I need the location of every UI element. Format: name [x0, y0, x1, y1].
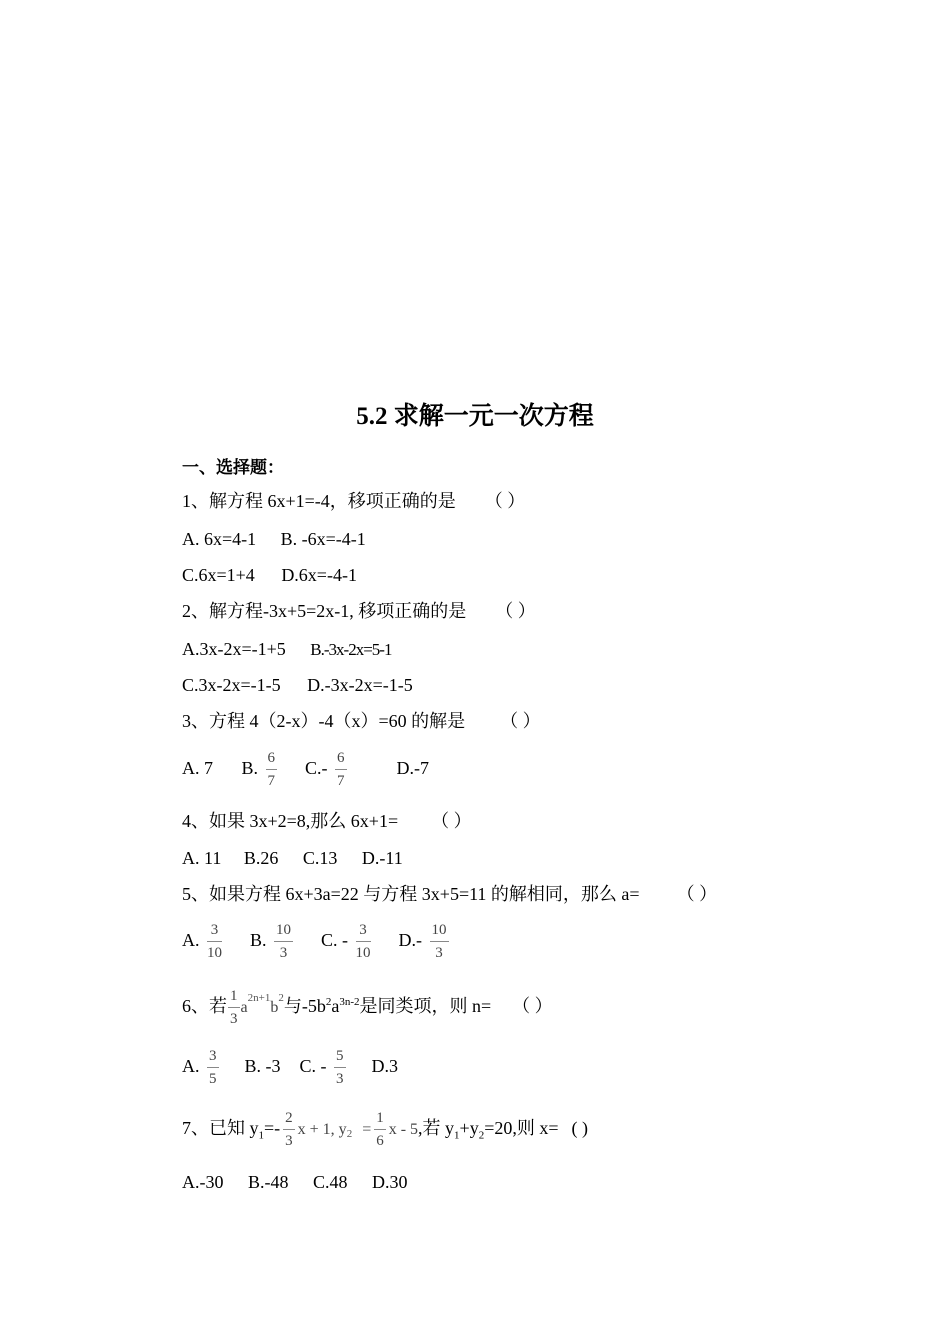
- question-7: [182, 1104, 588, 1160]
- answer-paren: ( ): [571, 1118, 589, 1138]
- subscript: 1: [258, 1129, 264, 1142]
- question-6: [182, 978, 553, 1032]
- options-5: [182, 916, 452, 964]
- exponent: 2: [278, 992, 284, 1004]
- answer-paren: （ ）: [484, 491, 526, 511]
- option-a: A.: [182, 930, 200, 950]
- question-text: ,若 y: [418, 1118, 455, 1138]
- option-b: B. -6x=-4-1: [280, 529, 366, 549]
- question-stem: 3、方程 4（2-x）-4（x）=60 的解是: [182, 711, 466, 731]
- option-d: D.6x=-4-1: [281, 565, 357, 585]
- option-c: C.-: [305, 758, 328, 778]
- term-b: b: [270, 999, 279, 1016]
- option-a: A. 6x=4-1: [182, 529, 257, 549]
- option-d: D.30: [372, 1172, 408, 1192]
- option-a: A.3x-2x=-1+5: [182, 639, 286, 659]
- fraction: $\frac{5}{3}$: [334, 1045, 346, 1090]
- section-heading: 一、选择题：: [182, 458, 284, 477]
- option-b: B.26: [243, 848, 279, 868]
- question-4: [182, 809, 472, 833]
- option-b: B. -3: [244, 1056, 281, 1076]
- question-text: +y: [459, 1118, 479, 1138]
- option-b: B.: [241, 758, 259, 778]
- options-7: [182, 1170, 408, 1194]
- question-text: 7、已知 y: [182, 1118, 259, 1138]
- question-text: a: [331, 996, 340, 1016]
- options-4: [182, 846, 403, 870]
- options-6: [182, 1042, 398, 1090]
- question-stem: 2、解方程-3x+5=2x-1, 移项正确的是: [182, 601, 467, 621]
- question-text: =20,则 x=: [484, 1118, 559, 1138]
- subscript: 1: [454, 1129, 460, 1142]
- option-b: B.-48: [248, 1172, 289, 1192]
- exponent: 2: [325, 996, 332, 1008]
- answer-paren: （ ）: [431, 811, 472, 831]
- option-c: C.6x=1+4: [182, 565, 255, 585]
- fraction: $\frac{3}{5}$: [207, 1045, 219, 1090]
- option-d: D.-3x-2x=-1-5: [307, 675, 413, 695]
- question-prefix: 6、若: [182, 996, 227, 1016]
- fraction: $\frac{3}{10}$: [207, 919, 222, 964]
- options-3: [182, 744, 429, 792]
- option-a: A.: [182, 1056, 200, 1076]
- fraction: $\frac{1}{6}$: [374, 1107, 386, 1152]
- fraction: $\frac{6}{7}$: [266, 747, 278, 792]
- option-d: D.-7: [396, 758, 430, 778]
- question-2: [182, 599, 536, 623]
- fraction: $\frac{10}{3}$: [430, 919, 449, 964]
- expression: x - 5: [388, 1121, 419, 1138]
- fraction: $\frac{1}{3}$: [228, 985, 240, 1030]
- options-1b: [182, 563, 357, 587]
- fraction: $\frac{3}{10}$: [356, 919, 371, 964]
- option-d: D.-11: [361, 848, 403, 868]
- question-5: [182, 882, 717, 906]
- options-2a: [182, 637, 391, 662]
- expression: x + 1, y: [297, 1121, 347, 1138]
- fraction: $\frac{10}{3}$: [274, 919, 293, 964]
- question-3: [182, 709, 541, 733]
- expression: =: [362, 1121, 372, 1138]
- term-a: a: [240, 999, 248, 1016]
- question-stem: 1、解方程 6x+1=-4，移项正确的是: [182, 491, 456, 511]
- answer-paren: （ ）: [512, 996, 553, 1016]
- exponent: 2n+1: [247, 992, 271, 1004]
- subscript: 2: [478, 1129, 485, 1142]
- exponent: 3n-2: [339, 996, 360, 1008]
- option-b: B.: [250, 930, 267, 950]
- option-c: C.13: [302, 848, 338, 868]
- question-text: 是同类项，则 n=: [359, 996, 492, 1016]
- options-2b: [182, 673, 413, 697]
- options-1a: [182, 527, 366, 551]
- option-c: C.3x-2x=-1-5: [182, 675, 281, 695]
- option-a: A. 11: [182, 848, 222, 868]
- option-a: A.-30: [182, 1172, 224, 1192]
- option-c: C. -: [299, 1056, 327, 1076]
- option-d: D.3: [371, 1056, 398, 1076]
- option-a: A. 7: [182, 758, 213, 778]
- option-c: C. -: [321, 930, 349, 950]
- option-d: D.-: [398, 930, 423, 950]
- option-b: B.-3x-2x=5-1: [310, 640, 392, 659]
- fraction: $\frac{2}{3}$: [283, 1107, 295, 1152]
- page-title: 5.2 求解一元一次方程: [356, 403, 594, 430]
- answer-paren: （ ）: [495, 601, 536, 621]
- question-stem: 4、如果 3x+2=8,那么 6x+1=: [182, 811, 399, 831]
- fraction: $\frac{6}{7}$: [335, 747, 347, 792]
- answer-paren: （ ）: [500, 711, 541, 731]
- question-1: [182, 489, 525, 513]
- answer-paren: （ ）: [676, 884, 718, 904]
- question-text: 与-5b: [283, 996, 326, 1016]
- question-stem: 5、如果方程 6x+3a=22 与方程 3x+5=11 的解相同，那么 a=: [182, 884, 640, 904]
- option-c: C.48: [313, 1172, 348, 1192]
- question-text: =-: [264, 1118, 281, 1138]
- subscript: 2: [346, 1128, 353, 1140]
